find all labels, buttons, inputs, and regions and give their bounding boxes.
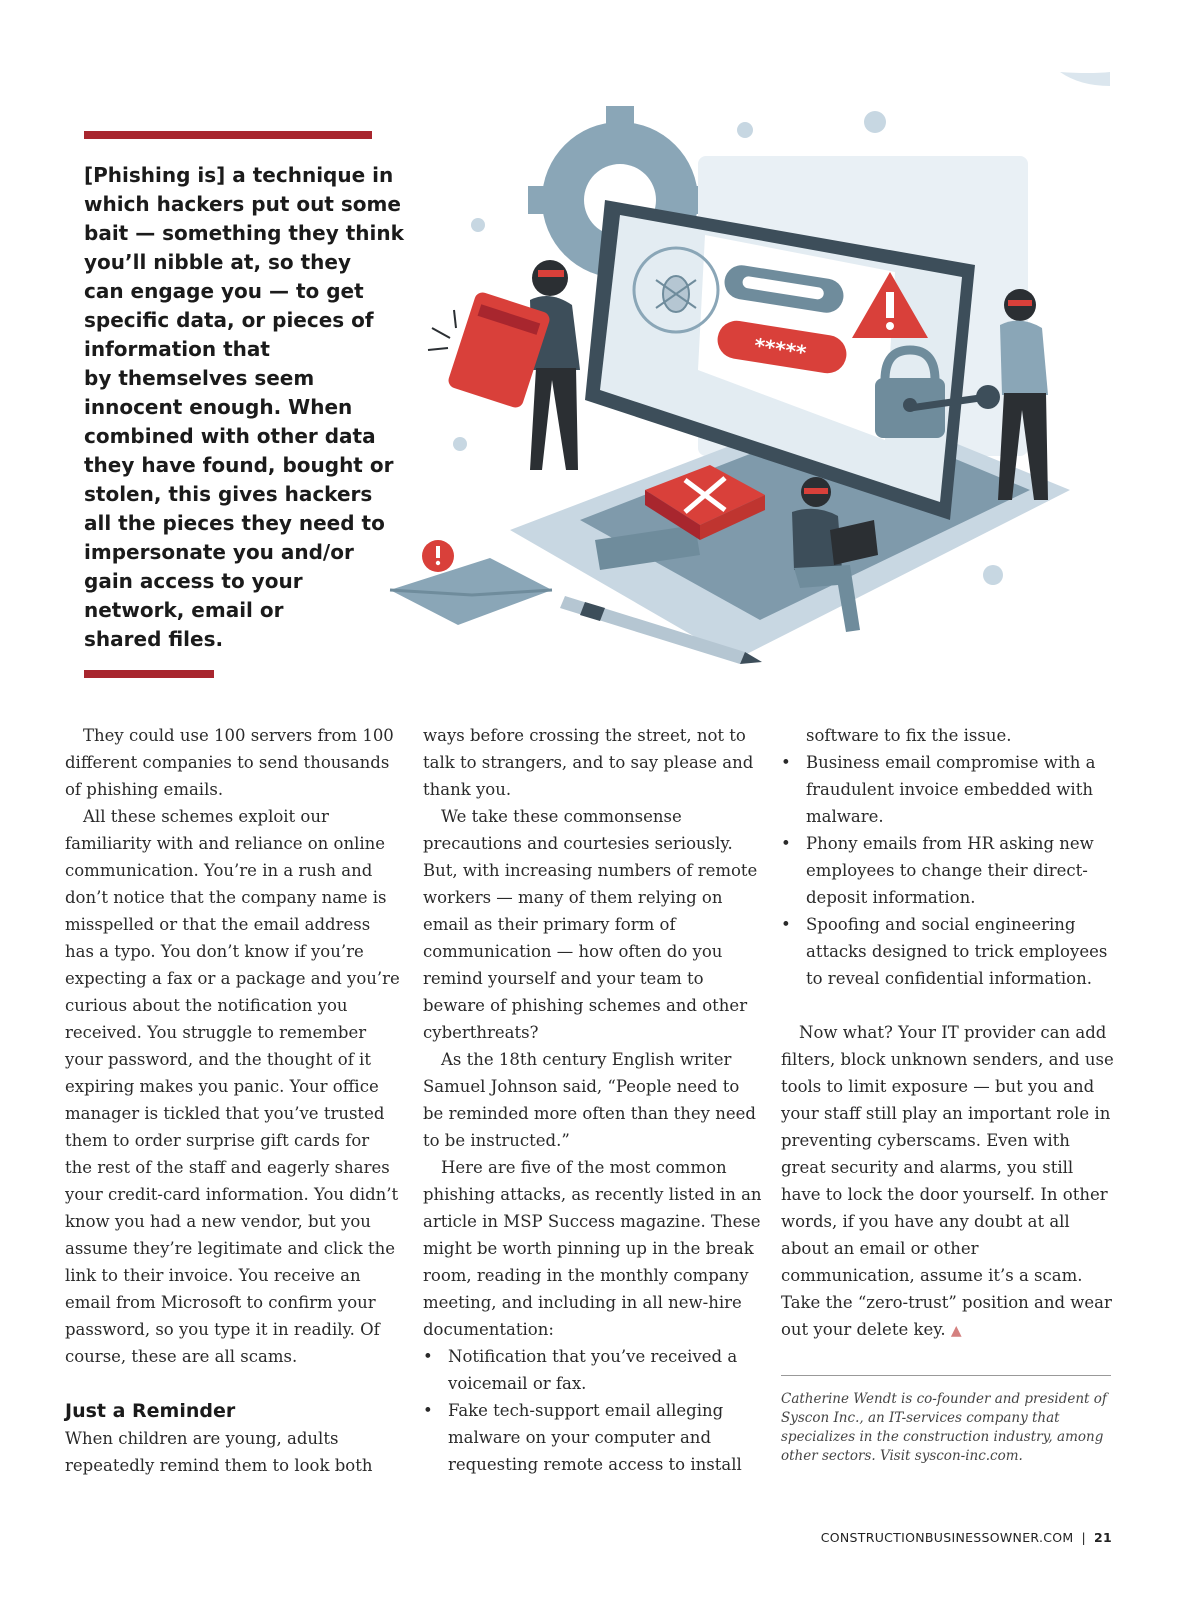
- hacker-with-card: [428, 260, 580, 470]
- page-number: 21: [1094, 1530, 1112, 1545]
- pull-quote-line: shared files.: [84, 627, 224, 651]
- pull-quote-line: which hackers put out some: [84, 192, 401, 216]
- corner-blob: [1060, 72, 1110, 86]
- list-item-continuation: software to fix the issue.: [806, 726, 1012, 745]
- pull-quote-line: innocent enough. When: [84, 395, 353, 419]
- pull-quote-line: gain access to your: [84, 569, 303, 593]
- pull-quote-line: network, email or: [84, 598, 284, 622]
- page-footer: [821, 1530, 1112, 1545]
- body-paragraph: Here are five of the most common phishing attacks, as recently listed in an article in MSP Success magazine. These might be worth pinning up in the break room, reading in the monthly company meeting, and including in all new-hire documentation:: [423, 1158, 762, 1339]
- footer-site: CONSTRUCTIONBUSINESSOWNER.COM: [820, 1530, 1074, 1545]
- phishing-illustration: [380, 60, 1120, 680]
- pull-quote-text: [84, 161, 404, 654]
- body-paragraph: [781, 1019, 1116, 1345]
- article-column-2: [423, 722, 763, 1478]
- phishing-attack-list-continued: [781, 749, 1116, 992]
- body-paragraph: They could use 100 servers from 100 different companies to send thousands of phishing emails.: [65, 726, 394, 799]
- article-column-1: [65, 722, 400, 1479]
- envelope-icon: [390, 558, 552, 625]
- alert-icon: [422, 540, 454, 572]
- phishing-attack-list: [423, 1343, 763, 1478]
- pull-quote-line: they have found, bought or: [84, 453, 394, 477]
- password-mask: *****: [752, 333, 808, 365]
- pull-quote-line: specific data, or pieces of: [84, 308, 374, 332]
- pull-quote-line: impersonate you and/or: [84, 540, 354, 564]
- author-bio: Catherine Wendt is co-founder and president of Syscon Inc., an IT-services company that specializes in the construction industry, among other sectors. Visit syscon-inc.com.: [781, 1391, 1107, 1464]
- bio-divider: [781, 1375, 1111, 1376]
- pull-quote-line: can engage you — to get: [84, 279, 364, 303]
- dot: [983, 565, 1003, 585]
- pull-quote-line: all the pieces they need to: [84, 511, 385, 535]
- body-paragraph: We take these commonsense precautions and courtesies seriously. But, with increasing numbers of remote workers — many of them relying on email as their primary form of communication — how often do you remind yourself and your team to beware of phishing schemes and other cyberthreats?: [423, 807, 758, 1042]
- list-item: • Phony emails from HR asking new employees to change their direct-deposit information.: [781, 830, 1116, 911]
- pull-quote-line: information that: [84, 337, 270, 361]
- list-item: • Spoofing and social engineering attacks designed to trick employees to reveal confidential information.: [781, 911, 1116, 992]
- body-paragraph: As the 18th century English writer Samuel Johnson said, “People need to be reminded more often than they need to be instructed.”: [423, 1050, 756, 1150]
- pull-quote-line: bait — something they think: [84, 221, 404, 245]
- list-item: • Notification that you’ve received a voicemail or fax.: [423, 1343, 763, 1397]
- subheading: Just a Reminder: [65, 1400, 236, 1422]
- closing-paragraph-text: Now what? Your IT provider can add filters, block unknown senders, and use tools to limit exposure — but you and your staff still play an important role in preventing cyberscams. Even with great security and alarms, you still have to lock the door yourself. In other words, if you have any doubt at all about an email or other communication, assume it’s a scam. Take the “zero-trust” position and wear out your delete key.: [781, 1023, 1114, 1339]
- list-item: • Business email compromise with a fraudulent invoice embedded with malware.: [781, 749, 1116, 830]
- list-item: • Fake tech-support email alleging malware on your computer and requesting remote access to install: [423, 1397, 763, 1478]
- pull-quote-line: by themselves seem: [84, 366, 315, 390]
- body-paragraph: All these schemes exploit our familiarity with and reliance on online communication. You’re in a rush and don’t notice that the company name is misspelled or that the email address has a typo. You don’t know if you’re expecting a fax or a package and you’re curious about the notification you received. You struggle to remember your password, and the thought of it expiring makes you panic. Your office manager is tickled that you’ve trusted them to order surprise gift cards for the rest of the staff and eagerly shares your credit-card information. You didn’t know you had a new vendor, but you assume they’re legitimate and click the link to their invoice. You receive an email from Microsoft to confirm your password, so you type it in readily. Of course, these are all scams.: [65, 807, 400, 1366]
- article-column-3: [781, 722, 1116, 1466]
- dot: [737, 122, 753, 138]
- dot: [453, 437, 467, 451]
- dot: [864, 111, 886, 133]
- pull-quote: [84, 131, 404, 678]
- body-paragraph: ways before crossing the street, not to talk to strangers, and to say please and thank you.: [423, 726, 754, 799]
- footer-separator: |: [1081, 1530, 1086, 1545]
- body-paragraph: When children are young, adults repeatedly remind them to look both: [65, 1429, 373, 1475]
- pull-quote-bottom-rule: [84, 670, 214, 678]
- dot: [471, 218, 485, 232]
- pull-quote-line: stolen, this gives hackers: [84, 482, 373, 506]
- end-mark-icon: ▲: [950, 1323, 962, 1339]
- pull-quote-line: [Phishing is] a technique in: [84, 163, 394, 187]
- pull-quote-line: you’ll nibble at, so they: [84, 250, 352, 274]
- pull-quote-top-rule: [84, 131, 372, 139]
- pull-quote-line: combined with other data: [84, 424, 376, 448]
